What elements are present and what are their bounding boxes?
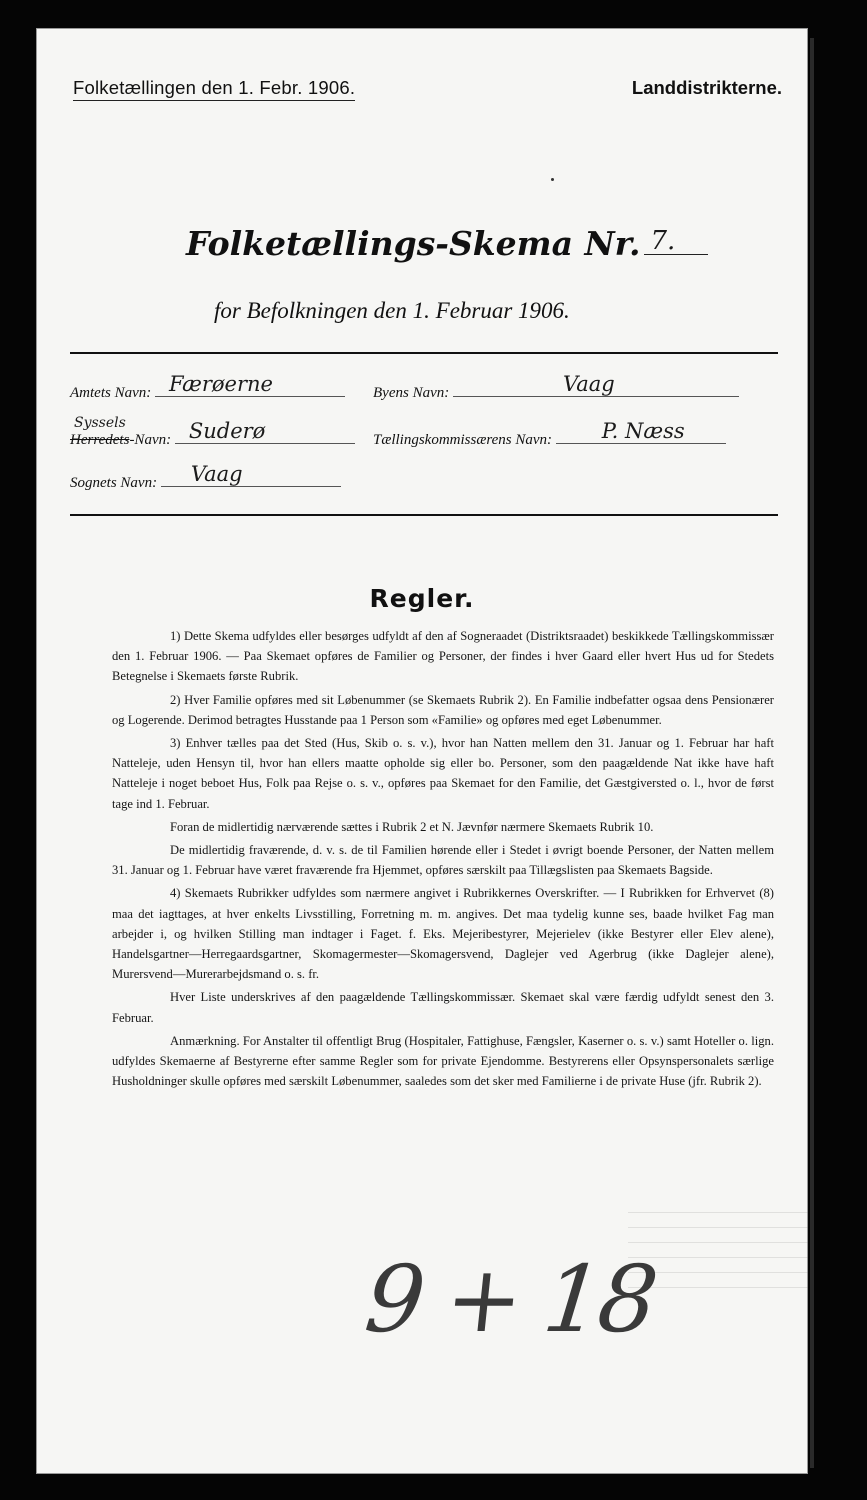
rule-paragraph: 4) Skemaets Rubrikker udfyldes som nærmere angivet i Rubrikkernes Overskrifter. — I Rubrikken for Erhvervet (8) maa det iagttages, at hver enkelts Livsstilling, Forretning m. m. angives. Det maa tydelig kunne ses, baade hvilket Fag man arbejder i, og hvilken Stilling man indtager i Faget. f. Eks. Mejeribestyrer, Mejerielev (ikke Bestyrer eller Elev alene), Handelsgartner—Herregaardsgartner, Skomagermester—Skomagersvend, Daglejer ved Agerbrug (ikke Daglejer alene), Murersvend—Murerarbejdsmand o. s. fr. <box>112 886 774 982</box>
handwritten-total: 9 + 18 <box>360 1246 659 1353</box>
census-form-page <box>36 28 808 1474</box>
rule-remark: Anmærkning. For Anstalter til offentligt Brug (Hospitaler, Fattighuse, Fængsler, Kaserner o. s. v.) samt Hoteller o. lign. udfyldes Skemaerne af Bestyrerne efter samme Regler som for private Ejendomme. Bestyrerens eller Opsynspersonalets særlige Husholdninger skulle opføres med særskilt Løbenummer, saaledes som det sker med Familierne i de private Huse (jfr. Rubrik 2). <box>112 1033 774 1089</box>
byen-field <box>373 372 739 402</box>
rule-paragraph: De midlertidig fraværende, d. v. s. de til Familien hørende eller i Stedet i øvrigt boende Personer, der Natten mellem 31. Januar og 1. Februar have været fraværende fra Hjemmet, opføres særskilt paa Tillægslisten paa Skemaets Bagside. <box>112 843 774 878</box>
kommissaer-value: P. Næss <box>601 419 685 443</box>
sogn-field <box>70 462 341 492</box>
byen-line <box>453 372 739 397</box>
form-title <box>186 224 708 263</box>
rule-paragraph: Foran de midlertidig nærværende sættes i Rubrik 2 et N. Jævnfør nærmere Skemaets Rubrik 10. <box>170 819 654 834</box>
form-subtitle: for Befolkningen den 1. Februar 1906. <box>214 298 570 323</box>
herred-field <box>70 415 355 449</box>
amt-line <box>155 372 345 397</box>
sogn-label: Sognets Navn: <box>70 475 158 491</box>
speck <box>551 178 554 181</box>
herred-label-struck: Herredets <box>70 432 130 448</box>
kommissaer-label: Tællingskommissærens Navn: <box>373 432 553 448</box>
amt-field <box>70 372 345 402</box>
rule-paragraph: 2) Hver Familie opføres med sit Løbenummer (se Skemaets Rubrik 2). En Familie indbefatter ogsaa dens Pensionærer og Logerende. Derimod betragtes Husstande paa 1 Person som «Familie» og opføres med eget Løbenummer. <box>112 692 774 727</box>
rule-paragraph: 1) Dette Skema udfyldes eller besørges udfyldt af den af Sogneraadet (Distriktsraadet) beskikkede Tællingskommissær den 1. Februar 1906. — Paa Skemaet opføres de Familier og Personer, der findes i hver Gaard eller hvert Hus ud for Stedets Betegnelse i Skemaets første Rubrik. <box>112 629 774 684</box>
kommissaer-line <box>556 419 726 444</box>
sogn-line <box>161 462 341 487</box>
form-title-text: Folketællings-Skema Nr. <box>186 224 641 263</box>
divider-top <box>70 352 778 354</box>
regler-heading: Regler. <box>369 584 475 613</box>
herred-line <box>175 419 355 444</box>
amt-label: Amtets Navn: <box>70 385 152 401</box>
herred-correction: Syssels <box>74 415 126 431</box>
kommissaer-field <box>373 419 726 449</box>
rules-body <box>112 626 774 1094</box>
sogn-value: Vaag <box>190 462 243 486</box>
census-header-title: Folketællingen den 1. Febr. 1906. <box>73 77 355 101</box>
rule-paragraph: 3) Enhver tælles paa det Sted (Hus, Skib o. s. v.), hvor han Natten mellem den 31. Januar og 1. Februar har haft Natteleje, uden Hensyn til, hvor han ellers maatte opholde sig eller bo. Personer, som den paagældende Nat ikke have haft Natteleje i noget beboet Hus, Folk paa Rejse o. s. v., opføres paa Skemaet for den Familie, det Gæstgiversted o. l., hvor de først tage ind 1. Februar. <box>112 736 774 811</box>
rule-paragraph: Hver Liste underskrives af den paagældende Tællingskommissær. Skemaet skal være færdig udfyldt senest den 3. Februar. <box>112 990 774 1025</box>
byen-label: Byens Navn: <box>373 385 450 401</box>
herred-label-rest: -Navn: <box>129 432 172 448</box>
amt-value: Færøerne <box>168 372 273 396</box>
district-type-label: Landdistrikterne. <box>631 77 782 98</box>
herred-label-wrap <box>70 415 130 448</box>
byen-value: Vaag <box>562 372 615 396</box>
divider-bottom <box>70 514 778 516</box>
form-number-line <box>644 228 708 255</box>
form-number: 7. <box>650 226 676 256</box>
herred-value: Suderø <box>188 419 266 443</box>
